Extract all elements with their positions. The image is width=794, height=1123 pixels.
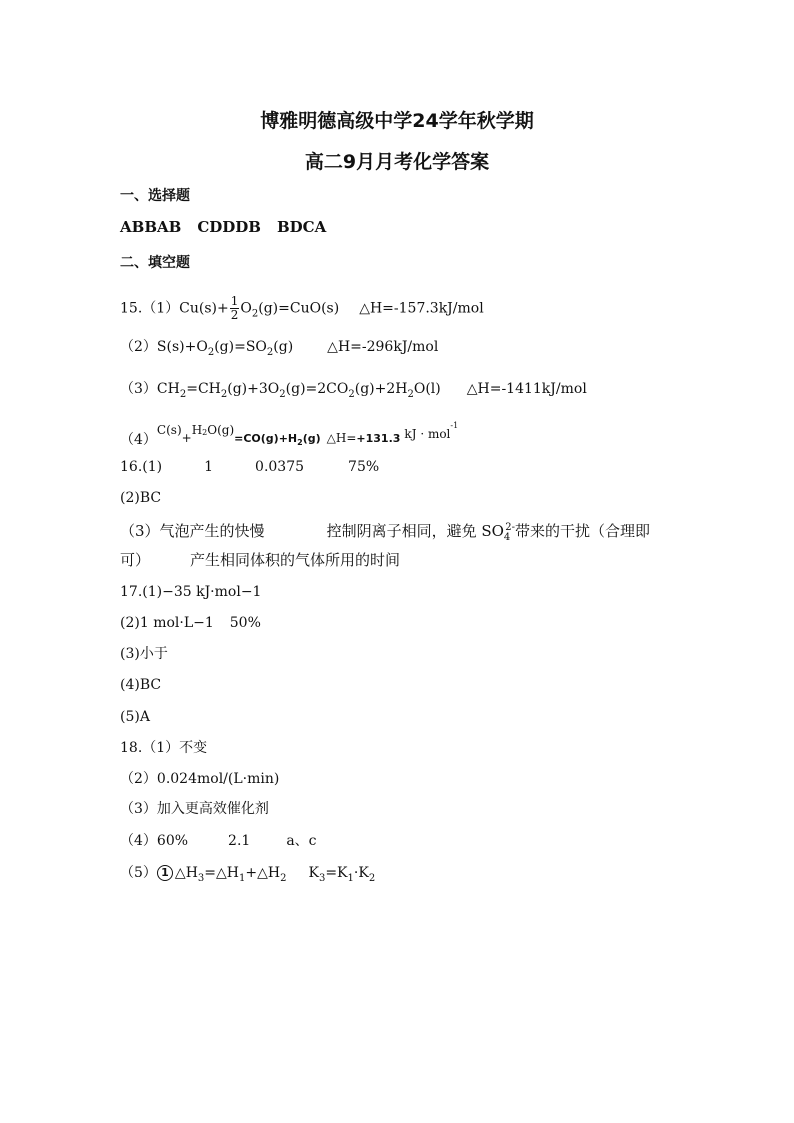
answer: 带来的干扰（合理即 [515,522,651,540]
subscript: 2 [207,346,215,358]
section-heading-choice: 一、选择题 [120,188,190,204]
q16-part2: (2)BC [120,490,162,506]
subscript: 2 [368,872,376,884]
text: +△H [245,865,281,881]
fraction-denominator: 2 [230,308,239,322]
text: ·K [353,865,369,881]
part-label: （3） [120,381,157,397]
document-subtitle: 高二9月月考化学答案 [304,151,490,173]
q17-part4: (4)BC [120,677,162,693]
q15-p1-prefix: 15.（1）Cu(s)+ [120,300,229,317]
q15-part2 [120,338,438,362]
text: =CO(g)+H [234,431,298,445]
superscript: 2- [505,522,516,533]
subscript: 1 [239,872,246,884]
q17-part1: 17.(1)−35 kJ·mol−1 [120,584,262,600]
superscript: -1 [450,421,459,430]
answer: 75% [348,459,380,475]
part-label: 16.(1) [120,459,163,475]
text: (g)+2H [354,381,408,397]
subscript: 2 [179,388,187,400]
document-title: 博雅明德高级中学24学年秋学期 [260,110,534,132]
text: (g)+3O [227,381,280,397]
enthalpy-value: △H=-1411kJ/mol [466,381,587,397]
q15-part4 [120,417,458,448]
q18-part4 [120,832,317,850]
answer: 控制阴离子相同，避免 SO [326,522,504,540]
q16-part3 [120,519,650,547]
part-label: （2） [120,339,157,355]
q16-part1 [120,458,379,476]
q18-part1: 18.（1）不变 [120,740,208,756]
part-label: （5） [120,865,157,881]
text: S(s)+O [156,339,208,355]
subscript: 2 [251,308,259,320]
q15-part3 [120,380,587,404]
answer: 1 [204,459,214,475]
answer: 气泡产生的快慢 [159,522,265,540]
text: =△H [204,865,239,881]
q16-part3-continued [120,551,400,569]
part-label: （4） [120,833,157,849]
answer: 产生相同体积的气体所用的时间 [190,551,401,569]
text: H [191,422,203,437]
text: △H [174,865,198,881]
text: (g)=SO [214,339,267,355]
subscript: 2 [297,438,303,448]
answer: 可） [120,551,151,569]
subscript: 2 [202,428,208,438]
answer: 50% [229,615,261,631]
subscript: 2 [407,388,414,400]
text: O(g) [207,422,235,437]
q17-part5: (5)A [120,709,150,725]
answer: a、c [286,833,317,849]
subscript: 4 [503,532,511,543]
subscript: 2 [279,388,286,400]
text: △H= [326,430,357,445]
mc-group: CDDDB [197,218,261,236]
q15-part1 [120,295,484,323]
subscript: 2 [220,388,228,400]
text: K [308,865,319,881]
mc-group: ABBAB [120,218,182,236]
subscript: 3 [318,872,326,884]
answer: 0.0375 [255,459,305,475]
answer: 60% [156,833,189,849]
unit: kJ · mol [404,426,451,441]
q17-part2 [120,614,261,632]
answer: (2)1 mol·L−1 [120,615,214,631]
enthalpy-value: △H=-296kJ/mol [327,339,439,355]
text: (g)=CuO(s) [258,300,340,317]
fraction-numerator: 1 [230,294,239,308]
text: =K [325,865,348,881]
part-label: （4） [120,431,157,448]
subscript: 2 [280,872,287,884]
text: (g)=2CO [285,381,349,397]
text: CH [156,381,180,397]
subscript: 3 [197,872,205,884]
text: C(s) [156,422,182,437]
text: O [240,300,252,317]
subscript: 2 [348,388,355,400]
fraction [230,295,240,322]
enthalpy-value: △H=-157.3kJ/mol [359,300,484,317]
subscript: 2 [266,346,274,358]
circled-number: 1 [157,865,173,881]
enthalpy-value: +131.3 [356,431,401,445]
subscript: 1 [347,872,354,884]
text: + [181,430,192,445]
mc-answers [120,218,326,236]
text: O(l) [413,381,441,397]
text: (g) [302,431,321,445]
q18-part3: （3）加入更高效催化剂 [120,801,269,817]
answer: 2.1 [228,833,251,849]
q18-part2: （2）0.024mol/(L·min) [120,771,280,787]
text: =CH [186,381,221,397]
mc-group: BDCA [276,218,327,236]
q17-part3: (3)小于 [120,646,168,662]
text: (g) [273,339,294,355]
part-label: （3） [120,522,160,540]
section-heading-fill: 二、填空题 [120,255,190,271]
q18-part5 [120,864,375,888]
